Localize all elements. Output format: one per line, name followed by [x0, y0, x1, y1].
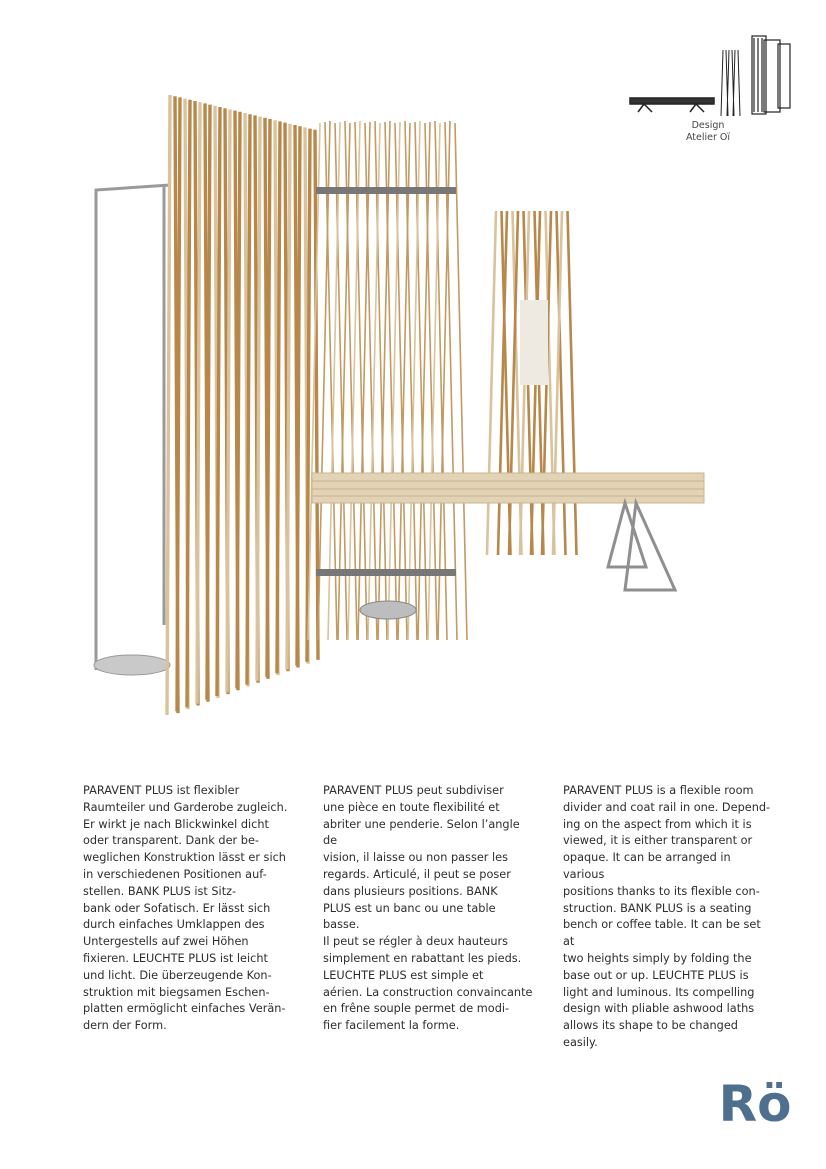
design-credit: [640, 120, 776, 144]
coat-stand: [96, 185, 170, 670]
brand-logo: [718, 1074, 792, 1133]
screen-thumbnail-icon: [721, 50, 740, 116]
screen-panel-middle: [308, 121, 467, 640]
top-rail: [316, 187, 456, 194]
folded-screen-thumbnail-icon: [752, 36, 790, 114]
coat-stand-base: [94, 655, 170, 675]
text-column-english: PARAVENT PLUS is a flexible room divider and coat rail in one. Depend- ing on the aspect from which it is viewed, it is either transparent or opaque. It can be arranged in various positions thanks to its flexible con- struction. BANK PLUS is a seating bench or coffee table. It can be set at two heights simply by folding the base out or up. LEUCHTE PLUS is light and luminous. Its compelling design with pliable ashwood laths allows its shape to be changed easily.: [563, 784, 771, 1049]
logo-text: Rö: [718, 1075, 792, 1133]
product-thumbnails: [626, 30, 796, 120]
bench-top: [312, 473, 704, 503]
credit-line-1: Design: [691, 120, 725, 131]
credit-line-2: Atelier Oï: [685, 132, 731, 143]
text-column-german: PARAVENT PLUS ist flexibler Raumteiler und Garderobe zugleich. Er wirkt je nach Blickwinkel dicht oder transparent. Dank der be- weglichen Konstruktion lässt er sich in verschiedenen Positionen auf- stellen. BANK PLUS ist Sitz- bank oder Sofatisch. Er lässt sich durch einfaches Umklappen des Untergestells auf zwei Höhen fixieren. LEUCHTE PLUS ist leicht und licht. Die überzeugende Kon- struktion mit biegsamen Eschen- platten ermöglicht einfaches Verän- dern der Form.: [83, 784, 288, 1033]
bench-thumbnail-icon: [630, 98, 714, 112]
screen-panel-left: [167, 95, 318, 715]
bottom-rail: [316, 569, 456, 576]
text-column-french: PARAVENT PLUS peut subdiviser une pièce en toute flexibilité et abriter une penderie. Selon l’angle de vision, il laisse ou non passer les regards. Articulé, il peut se poser dans plusieurs positions. BANK PLUS est un banc ou une table basse. Il peut se régler à deux hauteurs simplement en rabattant les pieds. LEUCHTE PLUS est simple et aérien. La construction convaincante en frêne souple permet de modi- fier facilement la forme.: [323, 784, 533, 1033]
product-photo: [80, 85, 720, 735]
lamp-shade: [520, 300, 548, 385]
screen-base: [360, 601, 416, 619]
bench-leg: [608, 503, 675, 590]
